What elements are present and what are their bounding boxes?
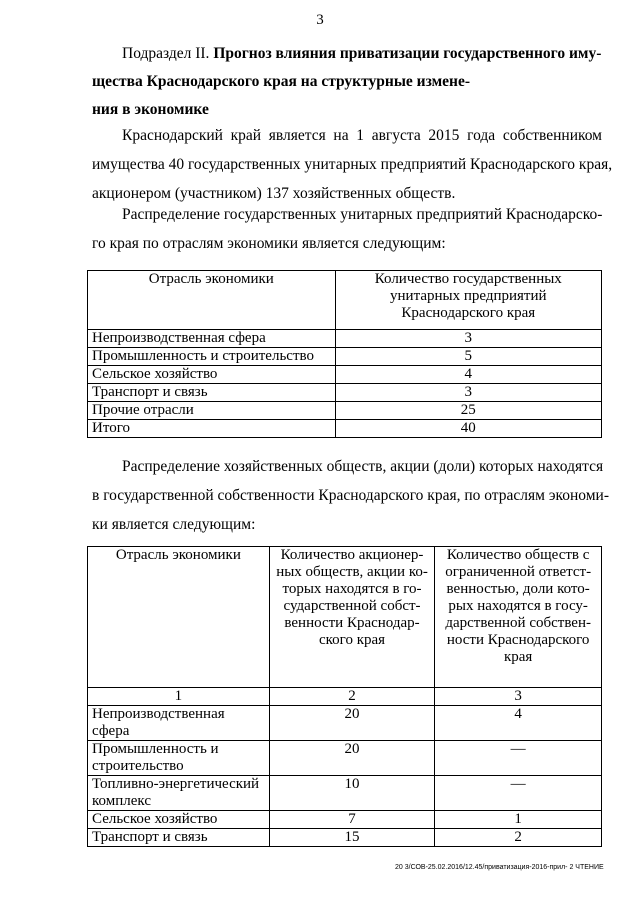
heading-prefix: Подраздел II. xyxy=(122,45,210,62)
row-industry: Непроизводственная сфера xyxy=(88,330,336,348)
sue-table-header xyxy=(88,271,602,330)
companies-index-row xyxy=(88,688,602,706)
row-value: 4 xyxy=(335,366,601,384)
para3-line-3: ки является следующим: xyxy=(92,516,256,533)
para1-line-3: акционером (участником) 137 хозяйственных обществ. xyxy=(92,185,456,202)
paragraph-company-distribution xyxy=(92,452,609,539)
row-value: 3 xyxy=(335,384,601,402)
industry-line: Сельское хозяйство xyxy=(92,811,218,827)
industry-line: Промышленность и xyxy=(92,741,219,757)
companies-header-industry: Отрасль экономики xyxy=(88,547,270,688)
heading-title-part-2: щества Краснодарского края на структурные изменe- xyxy=(92,73,471,90)
row-industry: Прочие отрасли xyxy=(88,402,336,420)
heading-line-1 xyxy=(92,40,602,68)
industry-line: Непроизводственная сфера xyxy=(92,706,225,739)
companies-table xyxy=(87,546,602,847)
header-line: венностью, доли кото- xyxy=(446,581,590,597)
row-industry xyxy=(88,706,270,741)
table-row xyxy=(88,829,602,847)
header-line: Количество акционер- xyxy=(280,547,424,563)
row-value: 25 xyxy=(335,402,601,420)
table-row xyxy=(88,330,602,348)
header-line: рых находятся в госу- xyxy=(448,598,588,614)
header-line: ограниченной ответст- xyxy=(445,564,592,580)
table-row xyxy=(88,384,602,402)
para3-line-1: Распределение хозяйственных обществ, акции (доли) которых находятся xyxy=(122,458,604,475)
row-jsc-count: 20 xyxy=(269,706,435,741)
companies-table-header xyxy=(88,547,602,688)
sue-table xyxy=(87,270,602,438)
table-row xyxy=(88,811,602,829)
header-line: Количество обществ с xyxy=(446,547,590,563)
index-cell: 3 xyxy=(435,688,602,706)
row-industry xyxy=(88,829,270,847)
companies-header-llc xyxy=(435,547,602,688)
para1-line-2: имущества 40 государственных унитарных предприятий Краснодарского края, xyxy=(92,156,613,173)
paragraph-ownership xyxy=(92,121,613,208)
table-row xyxy=(88,366,602,384)
header-line: дарственной собствен- xyxy=(445,615,591,631)
row-industry xyxy=(88,741,270,776)
para2-line-1: Распределение государственных унитарных предприятий Краснодарско- xyxy=(122,206,603,223)
row-llc-count: — xyxy=(435,776,602,811)
row-industry xyxy=(88,776,270,811)
header-line: края xyxy=(503,649,533,665)
header-line: ных обществ, акции ко- xyxy=(276,564,428,580)
industry-line: Топливно-энергетический xyxy=(92,776,260,792)
industry-line: комплекс xyxy=(92,793,151,809)
header-line: венности Краснодар- xyxy=(284,615,420,631)
industry-line: строительство xyxy=(92,758,184,774)
row-value: 5 xyxy=(335,348,601,366)
row-industry: Сельское хозяйство xyxy=(88,366,336,384)
row-industry xyxy=(88,811,270,829)
index-cell: 1 xyxy=(88,688,270,706)
table-row xyxy=(88,776,602,811)
industry-line: Транспорт и связь xyxy=(92,829,208,845)
row-industry: Итого xyxy=(88,420,336,438)
header-line: ского края xyxy=(319,632,386,648)
row-llc-count: 1 xyxy=(435,811,602,829)
row-jsc-count: 10 xyxy=(269,776,435,811)
row-llc-count: — xyxy=(435,741,602,776)
heading-title-part-3: ния в экономике xyxy=(92,101,209,118)
sue-header-count-line-3: Краснодарского края xyxy=(401,305,536,321)
heading-title-part-1: Прогноз влияния приватизации государственного иму- xyxy=(213,45,602,62)
sue-header-count-line-1: Количество государственных xyxy=(374,271,562,287)
row-value: 40 xyxy=(335,420,601,438)
row-jsc-count: 7 xyxy=(269,811,435,829)
row-jsc-count: 20 xyxy=(269,741,435,776)
table-row xyxy=(88,402,602,420)
table-row xyxy=(88,348,602,366)
paragraph-sue-distribution xyxy=(92,200,602,258)
sue-table-header-industry: Отрасль экономики xyxy=(88,271,336,330)
table-row-total xyxy=(88,420,602,438)
header-line: сударственной собст- xyxy=(283,598,421,614)
header-line: торых находятся в го- xyxy=(282,581,422,597)
sue-header-count-line-2: унитарных предприятий xyxy=(390,288,547,304)
sue-table-header-count xyxy=(335,271,601,330)
row-value: 3 xyxy=(335,330,601,348)
section-heading xyxy=(92,40,602,124)
row-industry: Транспорт и связь xyxy=(88,384,336,402)
table-row xyxy=(88,706,602,741)
index-cell: 2 xyxy=(269,688,435,706)
row-llc-count: 4 xyxy=(435,706,602,741)
page-number: 3 xyxy=(316,12,324,28)
header-line: ности Краснодарского xyxy=(446,632,590,648)
footer-file-path: 20 3/СОВ-25.02.2016/12.45/приватизация-2016-прил- 2 ЧТЕНИЕ xyxy=(395,864,604,871)
companies-header-jsc xyxy=(269,547,435,688)
row-llc-count: 2 xyxy=(435,829,602,847)
para2-line-2: го края по отраслям экономики является следующим: xyxy=(92,235,446,252)
row-industry: Промышленность и строительство xyxy=(88,348,336,366)
table-row xyxy=(88,741,602,776)
para3-line-2: в государственной собственности Краснодарского края, по отраслям экономи- xyxy=(92,487,609,504)
para1-line-1: Краснодарский край является на 1 августа 2015 года собственником xyxy=(122,127,602,144)
row-jsc-count: 15 xyxy=(269,829,435,847)
